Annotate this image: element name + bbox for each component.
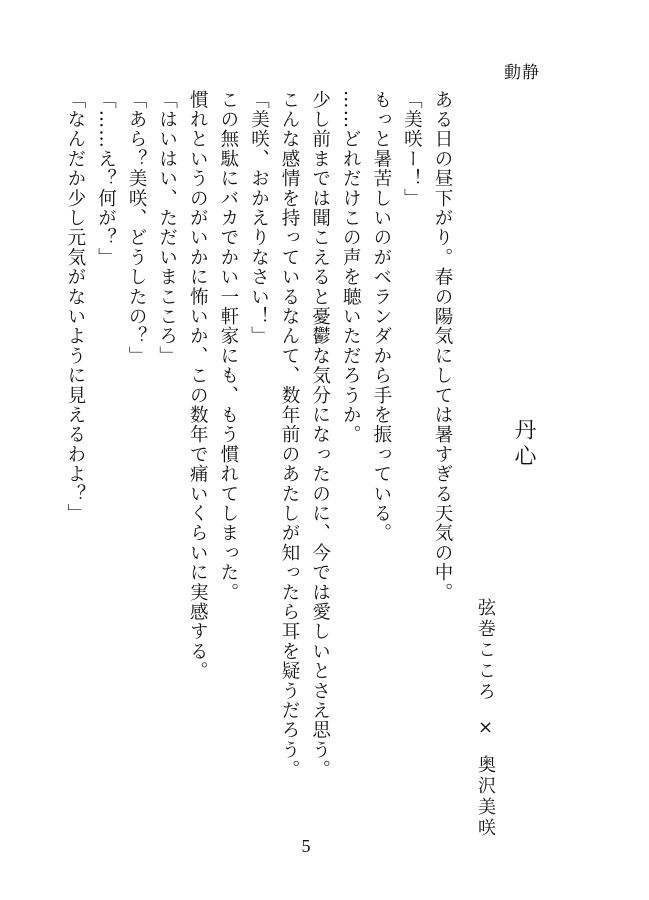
body-line: 「美咲ー！」 xyxy=(401,90,423,209)
body-line: 「美咲、おかえりなさい！」 xyxy=(248,90,270,347)
body-line: 「はいはい、ただいまこころ」 xyxy=(156,90,178,366)
body-line: ……どれだけこの声を聴いただろうか。 xyxy=(340,90,362,445)
body-line: こんな感情を持っているなんて、数年前のあたしが知ったら耳を疑うだろう。 xyxy=(279,90,301,780)
body-line: 「なんだか少し元気がないように見えるわよ？」 xyxy=(64,90,86,524)
author-name-tsurumaki: 弦巻こころ xyxy=(475,598,496,703)
author-credit xyxy=(476,598,494,839)
body-text xyxy=(59,90,457,780)
body-line: 慣れというのがいかに怖いか、この数年で痛いくらいに実感する。 xyxy=(187,90,209,681)
body-line: この無駄にバカでかい一軒家にも、もう慣れてしまった。 xyxy=(217,90,239,603)
page-number: 5 xyxy=(301,836,311,856)
running-head: 動静 xyxy=(504,63,540,83)
body-line: もっと暑苦しいのがベランダから手を振っている。 xyxy=(370,90,392,544)
author-separator: × xyxy=(475,717,496,741)
body-line: 少し前までは聞こえると憂鬱な気分になったのに、今では愛しいとさえ思う。 xyxy=(309,90,331,780)
body-line: ある日の昼下がり。春の陽気にしては暑すぎる天気の中。 xyxy=(432,90,453,603)
story-title: 丹心 xyxy=(511,418,536,470)
body-line: 「……え？何が？」 xyxy=(95,90,117,268)
author-name-okusawa: 奥沢美咲 xyxy=(475,755,496,839)
body-line: 「あら？美咲、どうしたの？」 xyxy=(126,90,148,366)
